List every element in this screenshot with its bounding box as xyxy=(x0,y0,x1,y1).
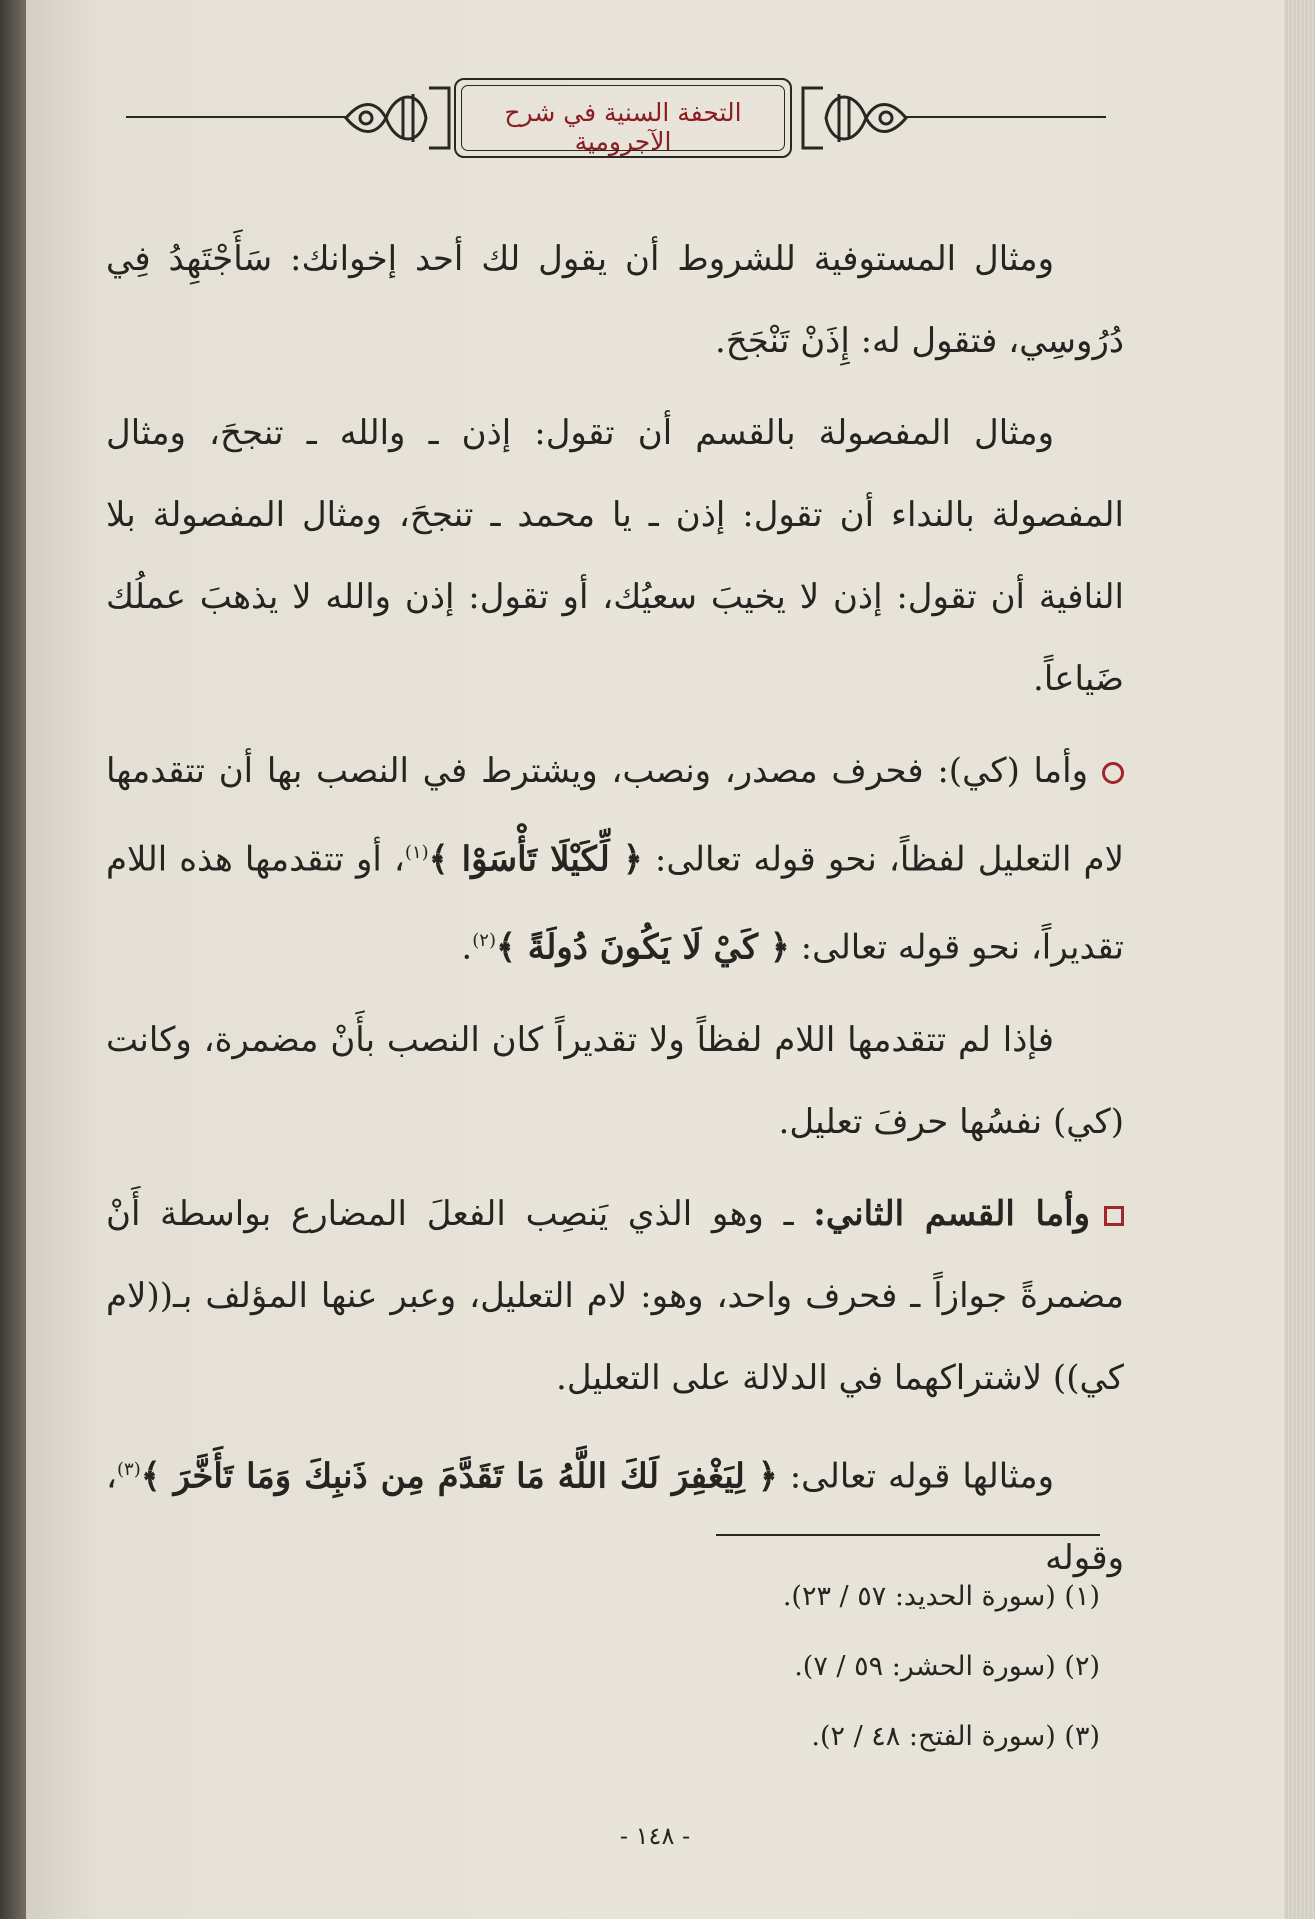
footnote-1: (١) (سورة الحديد: ٥٧ / ٢٣). xyxy=(782,1581,1100,1612)
main-text xyxy=(106,218,1124,1609)
header-frame xyxy=(454,78,792,158)
footnote-separator xyxy=(716,1534,1100,1536)
second-section-text: ـ وهو الذي يَنصِب الفعلَ المضارع بواسطة أَنْ مضمرةً جوازاً ـ فحرف واحد، وهو: لام التعليل، وعبر عنها المؤلف بـ((لام كي)) لاشتراكهما في الدلالة على التعليل. xyxy=(106,1193,1124,1398)
book-page xyxy=(26,0,1284,1919)
paragraph-kay xyxy=(106,730,1124,989)
lam-example-end: ، وقوله xyxy=(106,1455,1124,1578)
page-number: - ١٤٨ - xyxy=(619,1822,691,1850)
header-rule-right xyxy=(906,116,1106,118)
quran-verse-1: ﴿ لِّكَيْلَا تَأْسَوْا ﴾ xyxy=(428,839,643,880)
second-section-heading: وأما القسم الثاني: xyxy=(813,1193,1090,1234)
quran-verse-2: ﴿ كَيْ لَا يَكُونَ دُولَةً ﴾ xyxy=(495,927,790,968)
kay-mid-text: ، أو تتقدمها هذه اللام تقديراً، نحو قوله تعالى: xyxy=(106,839,1124,968)
footnotes xyxy=(400,1562,1100,1772)
quran-verse-3: ﴿ لِيَغْفِرَ لَكَ اللَّهُ مَا تَقَدَّمَ مِن ذَنبِكَ وَمَا تَأَخَّرَ ﴾ xyxy=(140,1455,778,1496)
ornament-right-icon xyxy=(801,80,911,156)
paragraph-second-section xyxy=(106,1173,1124,1419)
running-header xyxy=(126,70,1106,170)
circle-marker-icon xyxy=(1102,762,1124,784)
paragraph-kay-implied: فإذا لم تتقدمها اللام لفظاً ولا تقديراً كان النصب بأَنْ مضمرة، وكانت (كي) نفسُها حرفَ تعليل. xyxy=(106,1019,1124,1142)
paragraph-example-conditions: ومثال المستوفية للشروط أن يقول لك أحد إخوانك: سَأَجْتَهِدُ فِي دُرُوسِي، فتقول له: إِذَنْ تَنْجَحَ. xyxy=(106,239,1124,361)
book-title: التحفة السنية في شرح الآجرومية xyxy=(504,98,742,156)
footnote-ref-3: (٣) xyxy=(116,1458,141,1480)
kay-lead-text: وأما (كي): فحرف مصدر، ونصب، ويشترط في النصب بها أن تتقدمها لام التعليل لفظاً، نحو قوله تعالى: xyxy=(106,751,1124,880)
square-marker-icon xyxy=(1104,1206,1124,1226)
lam-example-lead: ومثالها قوله تعالى: xyxy=(789,1455,1054,1496)
header-rule-left xyxy=(126,116,346,118)
paragraph-separated-examples: ومثال المفصولة بالقسم أن تقول: إذن ـ والله ـ تنجحَ، ومثال المفصولة بالنداء أن تقول: إذن ـ يا محمد ـ تنجحَ، ومثال المفصولة بلا النافية أن تقول: إذن لا يخيبَ سعيُك، أو تقول: إذن والله لا يذهبَ عملُك ضَياعاً. xyxy=(106,413,1124,699)
footnote-ref-2: (٢) xyxy=(472,930,496,952)
footnote-3: (٣) (سورة الفتح: ٤٨ / ٢). xyxy=(811,1721,1100,1752)
page-edges xyxy=(1280,0,1315,1919)
ornament-left-icon xyxy=(341,80,451,156)
footnote-2: (٢) (سورة الحشر: ٥٩ / ٧). xyxy=(794,1651,1100,1682)
footnote-ref-1: (١) xyxy=(404,842,429,863)
kay-end-text: . xyxy=(461,927,473,968)
